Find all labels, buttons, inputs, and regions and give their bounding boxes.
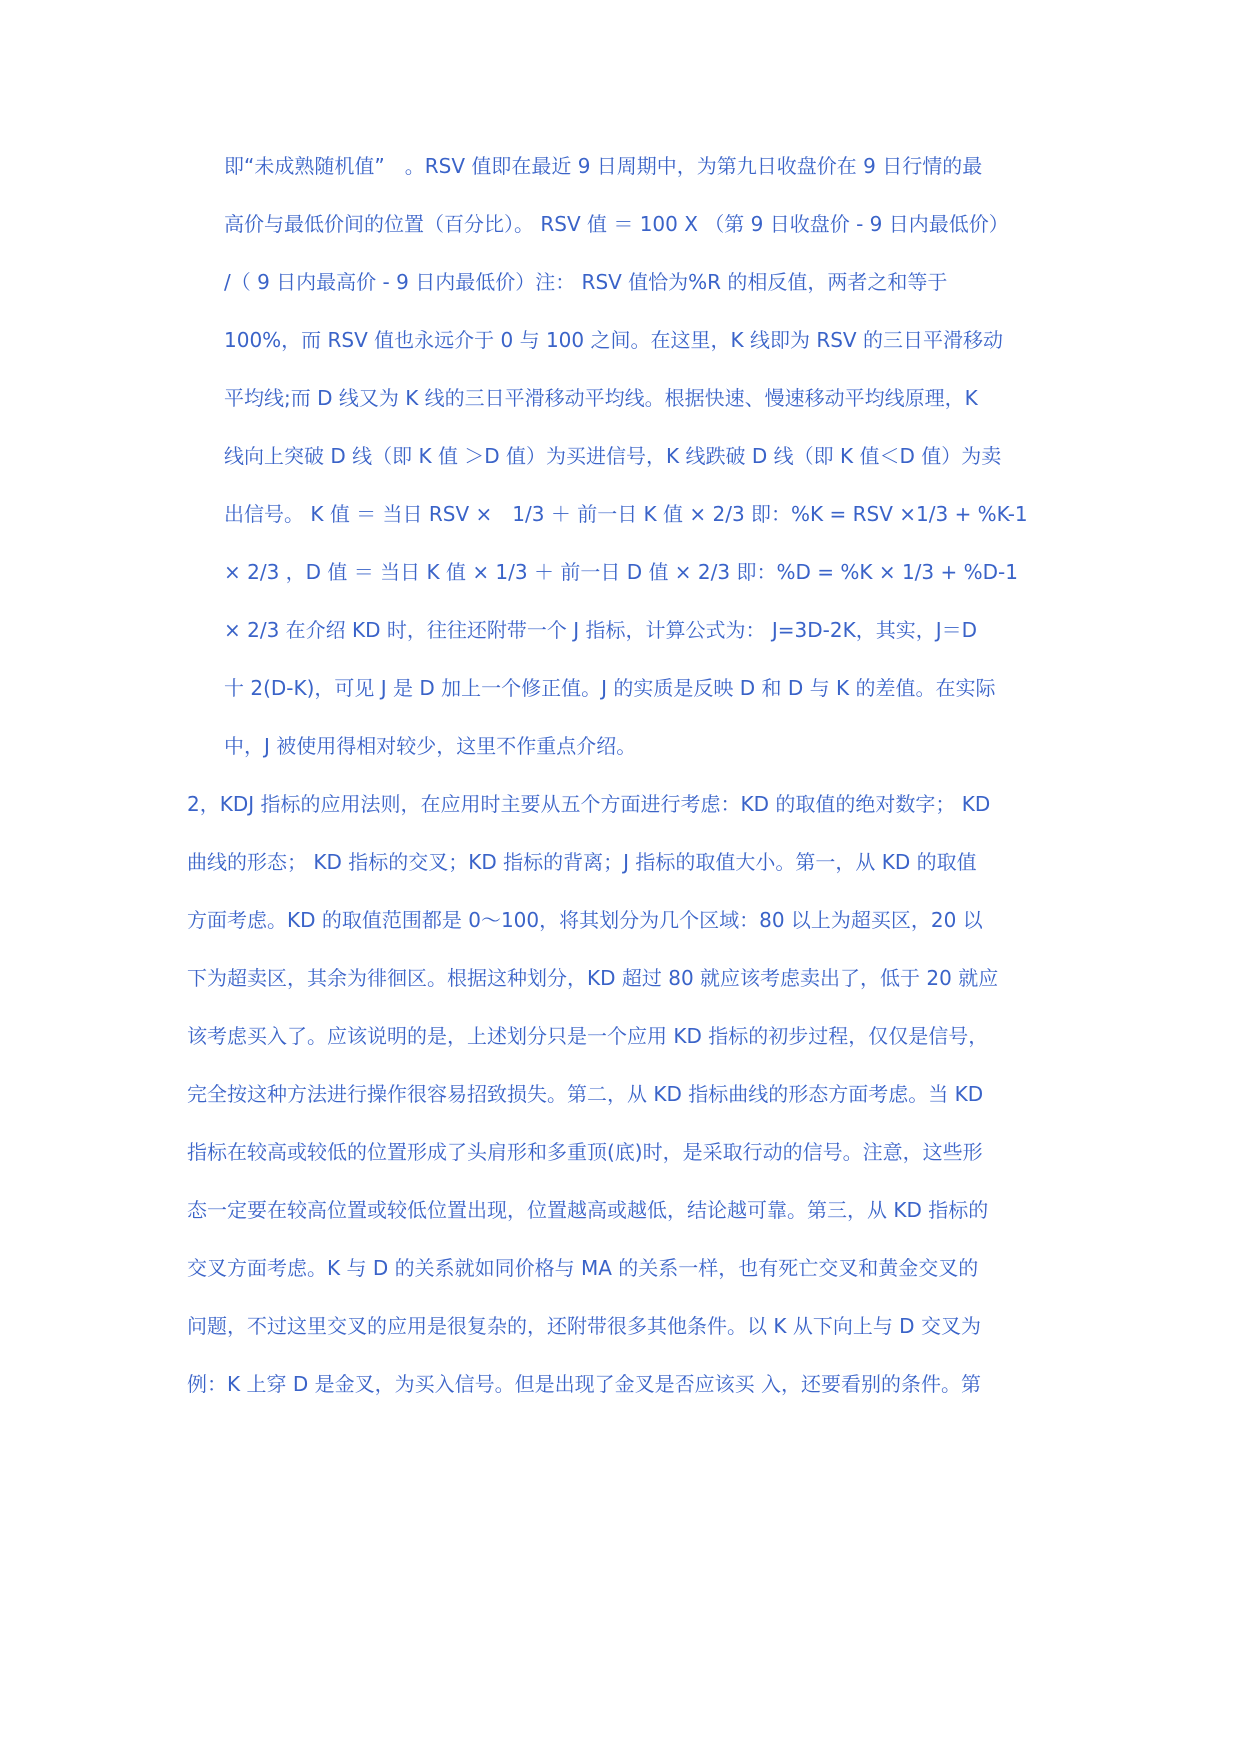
text-line: 完全按这种方法进行操作很容易招致损失。第二，从 KD 指标曲线的形态方面考虑。当 KD [187,1082,984,1106]
text-line: 线向上突破 D 线（即 K 值 ＞D 值）为买进信号，K 线跌破 D 线（即 K 值＜D 值）为卖 [224,444,1002,468]
text-line: 100%，而 RSV 值也永远介于 0 与 100 之间。在这里，K 线即为 RSV 的三日平滑移动 [224,328,1003,352]
text-line: 十 2(D-K)，可见 J 是 D 加上一个修正值。J 的实质是反映 D 和 D 与 K 的差值。在实际 [224,676,996,700]
text-line: × 2/3 ，D 值 ＝ 当日 K 值 × 1/3 ＋ 前一日 D 值 × 2/3 即：%D = %K × 1/3 + %D-1 [224,560,1018,584]
text-line: 该考虑买入了。应该说明的是，上述划分只是一个应用 KD 指标的初步过程，仅仅是信号， [187,1024,989,1048]
text-line: × 2/3 在介绍 KD 时，往往还附带一个 J 指标，计算公式为： J=3D-2K，其实，J＝D [224,618,977,642]
text-line: /（ 9 日内最高价 - 9 日内最低价）注： RSV 值恰为%R 的相反值，两者之和等于 [224,270,948,294]
text-line: 例：K 上穿 D 是金叉，为买入信号。但是出现了金叉是否应该买 入，还要看别的条件。第 [187,1372,981,1396]
text-line: 即“未成熟随机值” 。RSV 值即在最近 9 日周期中，为第九日收盘价在 9 日行情的最 [224,154,983,178]
text-line: 中，J 被使用得相对较少，这里不作重点介绍。 [224,734,637,758]
text-line: 方面考虑。KD 的取值范围都是 0～100，将其划分为几个区域：80 以上为超买区，20 以 [187,908,983,932]
text-line: 问题，不过这里交叉的应用是很复杂的，还附带很多其他条件。以 K 从下向上与 D 交叉为 [187,1314,981,1338]
text-line: 平均线;而 D 线又为 K 线的三日平滑移动平均线。根据快速、慢速移动平均线原理，K [224,386,978,410]
text-line: 2，KDJ 指标的应用法则，在应用时主要从五个方面进行考虑：KD 的取值的绝对数字； KD [187,792,991,816]
text-line: 交叉方面考虑。K 与 D 的关系就如同价格与 MA 的关系一样，也有死亡交叉和黄金交叉的 [187,1256,979,1280]
text-line: 指标在较高或较低的位置形成了头肩形和多重顶(底)时，是采取行动的信号。注意，这些形 [187,1140,983,1164]
text-line: 态一定要在较高位置或较低位置出现，位置越高或越低，结论越可靠。第三，从 KD 指标的 [187,1198,989,1222]
text-line: 高价与最低价间的位置（百分比）。 RSV 值 ＝ 100 Х （第 9 日收盘价 - 9 日内最低价） [224,212,1009,236]
text-line: 曲线的形态； KD 指标的交叉；KD 指标的背离；J 指标的取值大小。第一，从 KD 的取值 [187,850,977,874]
text-line: 出信号。 K 值 ＝ 当日 RSV × 1/3 ＋ 前一日 K 值 × 2/3 即：%K = RSV ×1/3 + %K-1 [224,502,1028,526]
text-line: 下为超卖区，其余为徘徊区。根据这种划分，KD 超过 80 就应该考虑卖出了，低于 20 就应 [187,966,999,990]
